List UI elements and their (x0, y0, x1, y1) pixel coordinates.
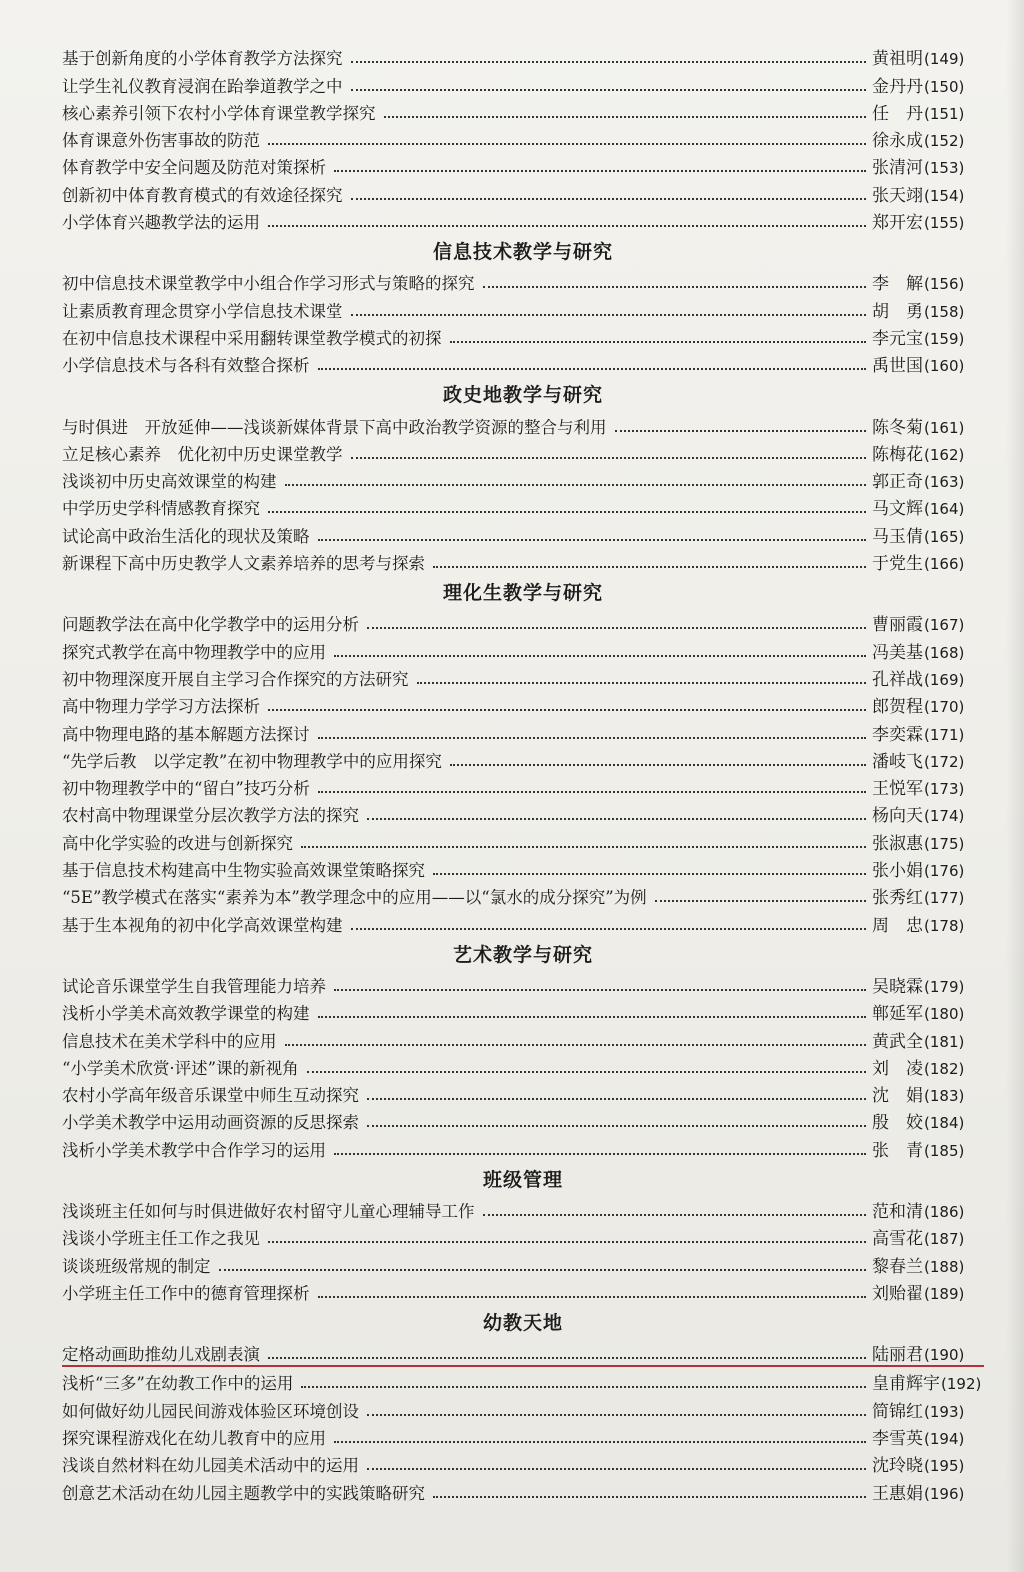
author-name: 郎贺程 (872, 697, 923, 718)
entry-author (872, 269, 984, 294)
dot-leader (334, 170, 866, 172)
dot-leader (285, 484, 867, 486)
dot-leader (219, 1269, 867, 1271)
page-number: (181) (924, 1032, 965, 1051)
entry-title: 在初中信息技术课程中采用翻转课堂教学模式的初探 (62, 328, 442, 348)
entry-title: 谈谈班级常规的制定 (62, 1256, 211, 1276)
section-title: 班级管理 (482, 1168, 563, 1191)
dot-leader (351, 928, 867, 930)
page-number: (188) (924, 1257, 965, 1276)
entry-author (872, 1279, 984, 1304)
page-number: (165) (924, 527, 965, 546)
entry-title: 小学体育兴趣教学法的运用 (62, 213, 260, 233)
entry-title: 体育课意外伤害事故的防范 (62, 131, 260, 151)
page-number: (174) (924, 807, 965, 826)
page-number: (179) (924, 977, 965, 996)
dot-leader (351, 198, 867, 200)
author-name: 禹世国 (872, 356, 923, 377)
author-name: 郑开宏 (872, 213, 923, 234)
page-number: (156) (924, 275, 965, 294)
toc-section (62, 1165, 984, 1304)
author-name: 皇甫辉宇 (872, 1374, 940, 1395)
toc-entry[interactable] (62, 1367, 984, 1394)
dot-leader (301, 1386, 866, 1388)
page-number: (149) (924, 50, 965, 69)
toc-entry[interactable] (62, 1476, 984, 1503)
entry-title: 中学历史学科情感教育探究 (62, 499, 260, 519)
page-number: (171) (924, 725, 965, 744)
page-number: (164) (924, 500, 965, 519)
author-name: 张清河 (872, 158, 923, 179)
dot-leader (367, 1468, 866, 1470)
entry-title: 初中信息技术课堂教学中小组合作学习形式与策略的探究 (62, 274, 475, 294)
entry-author (872, 801, 984, 826)
entry-title: 核心素养引领下农村小学体育课堂教学探究 (62, 103, 376, 123)
dot-leader (301, 846, 866, 848)
dot-leader (318, 791, 866, 793)
page-number: (193) (924, 1402, 965, 1421)
toc-entry[interactable] (62, 826, 984, 853)
author-name: 范和清 (872, 1201, 923, 1222)
toc-entry[interactable] (62, 854, 984, 881)
entry-title: 让素质教育理念贯穿小学信息技术课堂 (62, 301, 343, 321)
page-number: (155) (924, 214, 965, 233)
dot-leader (351, 457, 867, 459)
entry-author (872, 72, 984, 97)
toc-entry[interactable] (62, 519, 984, 546)
entry-author (872, 297, 984, 322)
author-name: 马文辉 (872, 499, 923, 520)
entry-author (872, 610, 984, 635)
entry-author (872, 829, 984, 854)
author-name: 李元宝 (872, 328, 923, 349)
toc-entry[interactable] (62, 349, 984, 376)
entry-author (872, 999, 984, 1024)
dot-leader (367, 818, 866, 820)
dot-leader (285, 1044, 867, 1046)
entry-author (872, 1224, 984, 1249)
toc-entry[interactable] (62, 1052, 984, 1079)
entry-title: 小学班主任工作中的德育管理探析 (62, 1283, 310, 1303)
page-number: (189) (924, 1284, 965, 1303)
toc-entry[interactable] (62, 124, 984, 151)
entry-title: 浅谈班主任如何与时俱进做好农村留守儿童心理辅导工作 (62, 1201, 475, 1221)
dot-leader (318, 539, 867, 541)
author-name: 杨向天 (872, 806, 923, 827)
entry-title: 与时俱进 开放延伸——浅谈新媒体背景下高中政治教学资源的整合与利用 (62, 417, 607, 437)
entry-title: “小学美术欣赏·评述”课的新视角 (62, 1058, 299, 1078)
author-name: 吴晓霖 (872, 976, 923, 997)
page-number: (150) (924, 77, 965, 96)
author-name: 沈玲晓 (872, 1456, 923, 1477)
author-name: 简锦红 (872, 1401, 923, 1422)
page-number: (185) (924, 1141, 965, 1160)
entry-author (872, 1369, 984, 1394)
dot-leader (307, 1071, 866, 1073)
entry-author (872, 413, 984, 438)
dot-leader (318, 1016, 867, 1018)
toc-section (62, 237, 984, 376)
page-number: (158) (924, 302, 965, 321)
toc-entry[interactable] (62, 1422, 984, 1449)
toc-entry[interactable] (62, 322, 984, 349)
section-title: 幼教天地 (482, 1311, 563, 1334)
toc-entry[interactable] (62, 1024, 984, 1051)
entry-author (872, 181, 984, 206)
dot-leader (268, 1357, 866, 1359)
author-name: 郭正奇 (872, 472, 923, 493)
toc-entry[interactable] (62, 206, 984, 233)
entry-title: 基于创新角度的小学体育教学方法探究 (62, 49, 343, 69)
entry-title: “5E”教学模式在落实“素养为本”教学理念中的应用——以“氯水的成分探究”为例 (62, 888, 647, 908)
entry-author (872, 126, 984, 151)
toc-entry[interactable] (62, 997, 984, 1024)
toc-entry[interactable] (62, 1277, 984, 1304)
toc-entry[interactable] (62, 1394, 984, 1421)
toc-section (62, 380, 984, 574)
page-number: (190) (924, 1346, 965, 1365)
entry-title: 浅谈小学班主任工作之我见 (62, 1229, 260, 1249)
entry-author (872, 1479, 984, 1504)
page-number: (167) (924, 616, 965, 635)
author-name: 黄武全 (872, 1031, 923, 1052)
entry-author (872, 1252, 984, 1277)
page-number: (166) (924, 555, 965, 574)
toc-entry[interactable] (62, 465, 984, 492)
dot-leader (615, 430, 867, 432)
dot-leader (367, 1098, 866, 1100)
author-name: 陈冬菊 (872, 417, 923, 438)
page-number: (160) (924, 357, 965, 376)
dot-leader (367, 627, 866, 629)
entry-author (872, 467, 984, 492)
entry-title: 农村小学高年级音乐课堂中师生互动探究 (62, 1086, 359, 1106)
author-name: 周 忠 (872, 915, 923, 936)
entry-title: 高中化学实验的改进与创新探究 (62, 833, 293, 853)
toc-entry[interactable] (62, 799, 984, 826)
dot-leader (483, 1214, 867, 1216)
toc-entry[interactable] (62, 42, 984, 69)
entry-title: 创新初中体育教育模式的有效途径探究 (62, 185, 343, 205)
toc-entry[interactable] (62, 690, 984, 717)
entry-title: 信息技术在美术学科中的应用 (62, 1031, 277, 1051)
dot-leader (268, 1241, 866, 1243)
toc-entry[interactable] (62, 1222, 984, 1249)
entry-author (872, 1197, 984, 1222)
entry-author (872, 1108, 984, 1133)
entry-author (872, 324, 984, 349)
dot-leader (433, 1496, 866, 1498)
entry-title: 探究课程游戏化在幼儿教育中的应用 (62, 1429, 326, 1449)
dot-leader (450, 341, 867, 343)
toc-entry[interactable] (62, 908, 984, 935)
toc-entry[interactable] (62, 492, 984, 519)
entry-author (872, 1340, 984, 1365)
author-name: 金丹丹 (872, 76, 923, 97)
toc-entry[interactable] (62, 1249, 984, 1276)
toc-entry[interactable] (62, 745, 984, 772)
page-number: (195) (924, 1457, 965, 1476)
toc-entry[interactable] (62, 97, 984, 124)
author-name: 刘贻翟 (872, 1283, 923, 1304)
entry-author (872, 747, 984, 772)
toc-section (62, 578, 984, 936)
section-title: 理化生教学与研究 (442, 582, 603, 605)
page-number: (175) (924, 834, 965, 853)
dot-leader (334, 655, 866, 657)
entry-title: 体育教学中安全问题及防范对策探析 (62, 158, 326, 178)
dot-leader (450, 764, 866, 766)
author-name: 陆丽君 (872, 1345, 923, 1366)
toc-entry[interactable] (62, 267, 984, 294)
entry-title: 基于信息技术构建高中生物实验高效课堂策略探究 (62, 861, 425, 881)
entry-title: 高中物理电路的基本解题方法探讨 (62, 724, 310, 744)
entry-author (872, 856, 984, 881)
entry-author (872, 1054, 984, 1079)
entry-title: “先学后教 以学定教”在初中物理教学中的应用探究 (62, 751, 442, 771)
page-number: (172) (924, 752, 965, 771)
entry-title: 让学生礼仪教育浸润在跆拳道教学之中 (62, 76, 343, 96)
dot-leader (433, 873, 866, 875)
dot-leader (268, 225, 866, 227)
dot-leader (334, 1153, 866, 1155)
entry-title: 试论高中政治生活化的现状及策略 (62, 526, 310, 546)
toc-section (62, 42, 984, 233)
entry-author (872, 44, 984, 69)
author-name: 黎春兰 (872, 1256, 923, 1277)
dot-leader (351, 314, 867, 316)
author-name: 高雪花 (872, 1229, 923, 1250)
author-name: 黄祖明 (872, 49, 923, 70)
author-name: 任 丹 (872, 103, 923, 124)
entry-author (872, 1027, 984, 1052)
entry-title: 浅析小学美术教学中合作学习的运用 (62, 1140, 326, 1160)
toc-entry[interactable] (62, 772, 984, 799)
entry-author (872, 720, 984, 745)
page-number: (170) (924, 698, 965, 717)
dot-leader (268, 511, 866, 513)
author-name: 郸延军 (872, 1004, 923, 1025)
toc-entry[interactable] (62, 635, 984, 662)
dot-leader (655, 900, 866, 902)
page-number: (173) (924, 780, 965, 799)
toc-entry[interactable] (62, 970, 984, 997)
page-number: (153) (924, 159, 965, 178)
dot-leader (367, 1125, 866, 1127)
author-name: 胡 勇 (872, 301, 923, 322)
section-title: 艺术教学与研究 (452, 943, 593, 966)
page-number: (176) (924, 862, 965, 881)
page-number: (192) (941, 1375, 982, 1394)
author-name: 王惠娟 (872, 1483, 923, 1504)
toc-entry[interactable] (62, 547, 984, 574)
page-number: (184) (924, 1114, 965, 1133)
author-name: 李 解 (872, 274, 923, 295)
toc-entry[interactable] (62, 1195, 984, 1222)
page-number: (163) (924, 473, 965, 492)
entry-author (872, 972, 984, 997)
author-name: 沈 娟 (872, 1086, 923, 1107)
entry-title: 新课程下高中历史教学人文素养培养的思考与探索 (62, 554, 425, 574)
page-number: (194) (924, 1430, 965, 1449)
entry-author (872, 153, 984, 178)
page-number: (183) (924, 1087, 965, 1106)
entry-title: 立足核心素养 优化初中历史课堂教学 (62, 444, 343, 464)
dot-leader (351, 61, 867, 63)
toc-entry[interactable] (62, 1133, 984, 1160)
author-name: 王悦军 (872, 779, 923, 800)
entry-author (872, 692, 984, 717)
entry-title: 浅析小学美术高效教学课堂的构建 (62, 1004, 310, 1024)
dot-leader (318, 1296, 867, 1298)
toc-entry[interactable] (62, 438, 984, 465)
author-name: 张天翊 (872, 185, 923, 206)
toc-entry[interactable] (62, 663, 984, 690)
entry-title: 小学信息技术与各科有效整合探析 (62, 356, 310, 376)
author-name: 张 青 (872, 1140, 923, 1161)
author-name: 李奕霖 (872, 724, 923, 745)
toc-entry[interactable] (62, 178, 984, 205)
entry-author (872, 1397, 984, 1422)
dot-leader (433, 566, 866, 568)
toc-entry[interactable] (62, 1079, 984, 1106)
toc-entry[interactable] (62, 69, 984, 96)
entry-author (872, 549, 984, 574)
toc-entry[interactable] (62, 1106, 984, 1133)
dot-leader (318, 368, 867, 370)
entry-author (872, 665, 984, 690)
entry-title: 试论音乐课堂学生自我管理能力培养 (62, 976, 326, 996)
entry-title: 农村高中物理课堂分层次教学方法的探究 (62, 806, 359, 826)
entry-author (872, 1081, 984, 1106)
entry-title: 浅谈自然材料在幼儿园美术活动中的运用 (62, 1456, 359, 1476)
entry-author (872, 774, 984, 799)
entry-title: 定格动画助推幼儿戏剧表演 (62, 1345, 260, 1365)
page-number: (182) (924, 1059, 965, 1078)
entry-author (872, 99, 984, 124)
author-name: 刘 凌 (872, 1058, 923, 1079)
dot-leader (483, 286, 867, 288)
entry-author (872, 883, 984, 908)
entry-author (872, 911, 984, 936)
page-number: (169) (924, 670, 965, 689)
page-number: (168) (924, 643, 965, 662)
dot-leader (318, 737, 867, 739)
page-number: (151) (924, 104, 965, 123)
entry-title: 创意艺术活动在幼儿园主题教学中的实践策略研究 (62, 1483, 425, 1503)
section-title: 信息技术教学与研究 (432, 241, 613, 264)
entry-author (872, 440, 984, 465)
page-number: (159) (924, 329, 965, 348)
toc-entry[interactable] (62, 608, 984, 635)
toc-entry[interactable] (62, 717, 984, 744)
author-name: 徐永成 (872, 131, 923, 152)
dot-leader (384, 116, 867, 118)
section-title: 政史地教学与研究 (442, 384, 603, 407)
entry-author (872, 638, 984, 663)
page-number: (187) (924, 1230, 965, 1249)
entry-title: 探究式教学在高中物理教学中的应用 (62, 642, 326, 662)
entry-author (872, 1136, 984, 1161)
page-number: (154) (924, 186, 965, 205)
dot-leader (367, 1414, 866, 1416)
entry-author (872, 494, 984, 519)
page-number: (180) (924, 1005, 965, 1024)
dot-leader (268, 143, 866, 145)
entry-title: 问题教学法在高中化学教学中的运用分析 (62, 615, 359, 635)
author-name: 李雪英 (872, 1429, 923, 1450)
page-number: (196) (924, 1484, 965, 1503)
toc-entry[interactable] (62, 151, 984, 178)
entry-author (872, 351, 984, 376)
toc-entry[interactable] (62, 1449, 984, 1476)
entry-title: 小学美术教学中运用动画资源的反思探索 (62, 1113, 359, 1133)
author-name: 曹丽霞 (872, 615, 923, 636)
author-name: 陈梅花 (872, 444, 923, 465)
author-name: 孔祥战 (872, 669, 923, 690)
page-number: (152) (924, 132, 965, 151)
toc-section (62, 940, 984, 1161)
author-name: 于党生 (872, 554, 923, 575)
entry-author (872, 1424, 984, 1449)
entry-title: 基于生本视角的初中化学高效课堂构建 (62, 915, 343, 935)
entry-author (872, 522, 984, 547)
page-number: (178) (924, 916, 965, 935)
entry-title: 浅谈初中历史高效课堂的构建 (62, 472, 277, 492)
toc-entry[interactable] (62, 410, 984, 437)
author-name: 冯美基 (872, 642, 923, 663)
toc-section (62, 1308, 984, 1504)
entry-title: 浅析“三多”在幼教工作中的运用 (62, 1374, 294, 1394)
author-name: 张淑惠 (872, 833, 923, 854)
entry-title: 高中物理力学学习方法探析 (62, 697, 260, 717)
page-number: (177) (924, 889, 965, 908)
dot-leader (334, 989, 866, 991)
toc-entry[interactable] (62, 1338, 984, 1367)
dot-leader (351, 89, 867, 91)
page-number: (161) (924, 418, 965, 437)
entry-author (872, 208, 984, 233)
entry-title: 初中物理深度开展自主学习合作探究的方法研究 (62, 669, 409, 689)
entry-title: 初中物理教学中的“留白”技巧分析 (62, 779, 310, 799)
dot-leader (268, 709, 866, 711)
author-name: 殷 姣 (872, 1113, 923, 1134)
author-name: 马玉倩 (872, 526, 923, 547)
author-name: 潘岐飞 (872, 751, 923, 772)
entry-title: 如何做好幼儿园民间游戏体验区环境创设 (62, 1401, 359, 1421)
dot-leader (417, 682, 867, 684)
table-of-contents (62, 42, 984, 1504)
dot-leader (334, 1441, 866, 1443)
toc-entry[interactable] (62, 881, 984, 908)
author-name: 张小娟 (872, 861, 923, 882)
page-number: (162) (924, 445, 965, 464)
page-number: (186) (924, 1202, 965, 1221)
author-name: 张秀红 (872, 888, 923, 909)
entry-author (872, 1451, 984, 1476)
toc-entry[interactable] (62, 294, 984, 321)
